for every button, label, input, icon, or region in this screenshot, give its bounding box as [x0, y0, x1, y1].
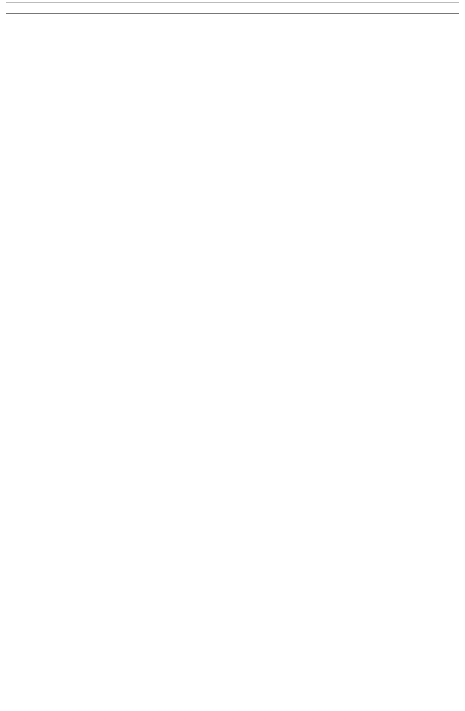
top-divider [6, 2, 459, 7]
section-divider [6, 13, 459, 14]
